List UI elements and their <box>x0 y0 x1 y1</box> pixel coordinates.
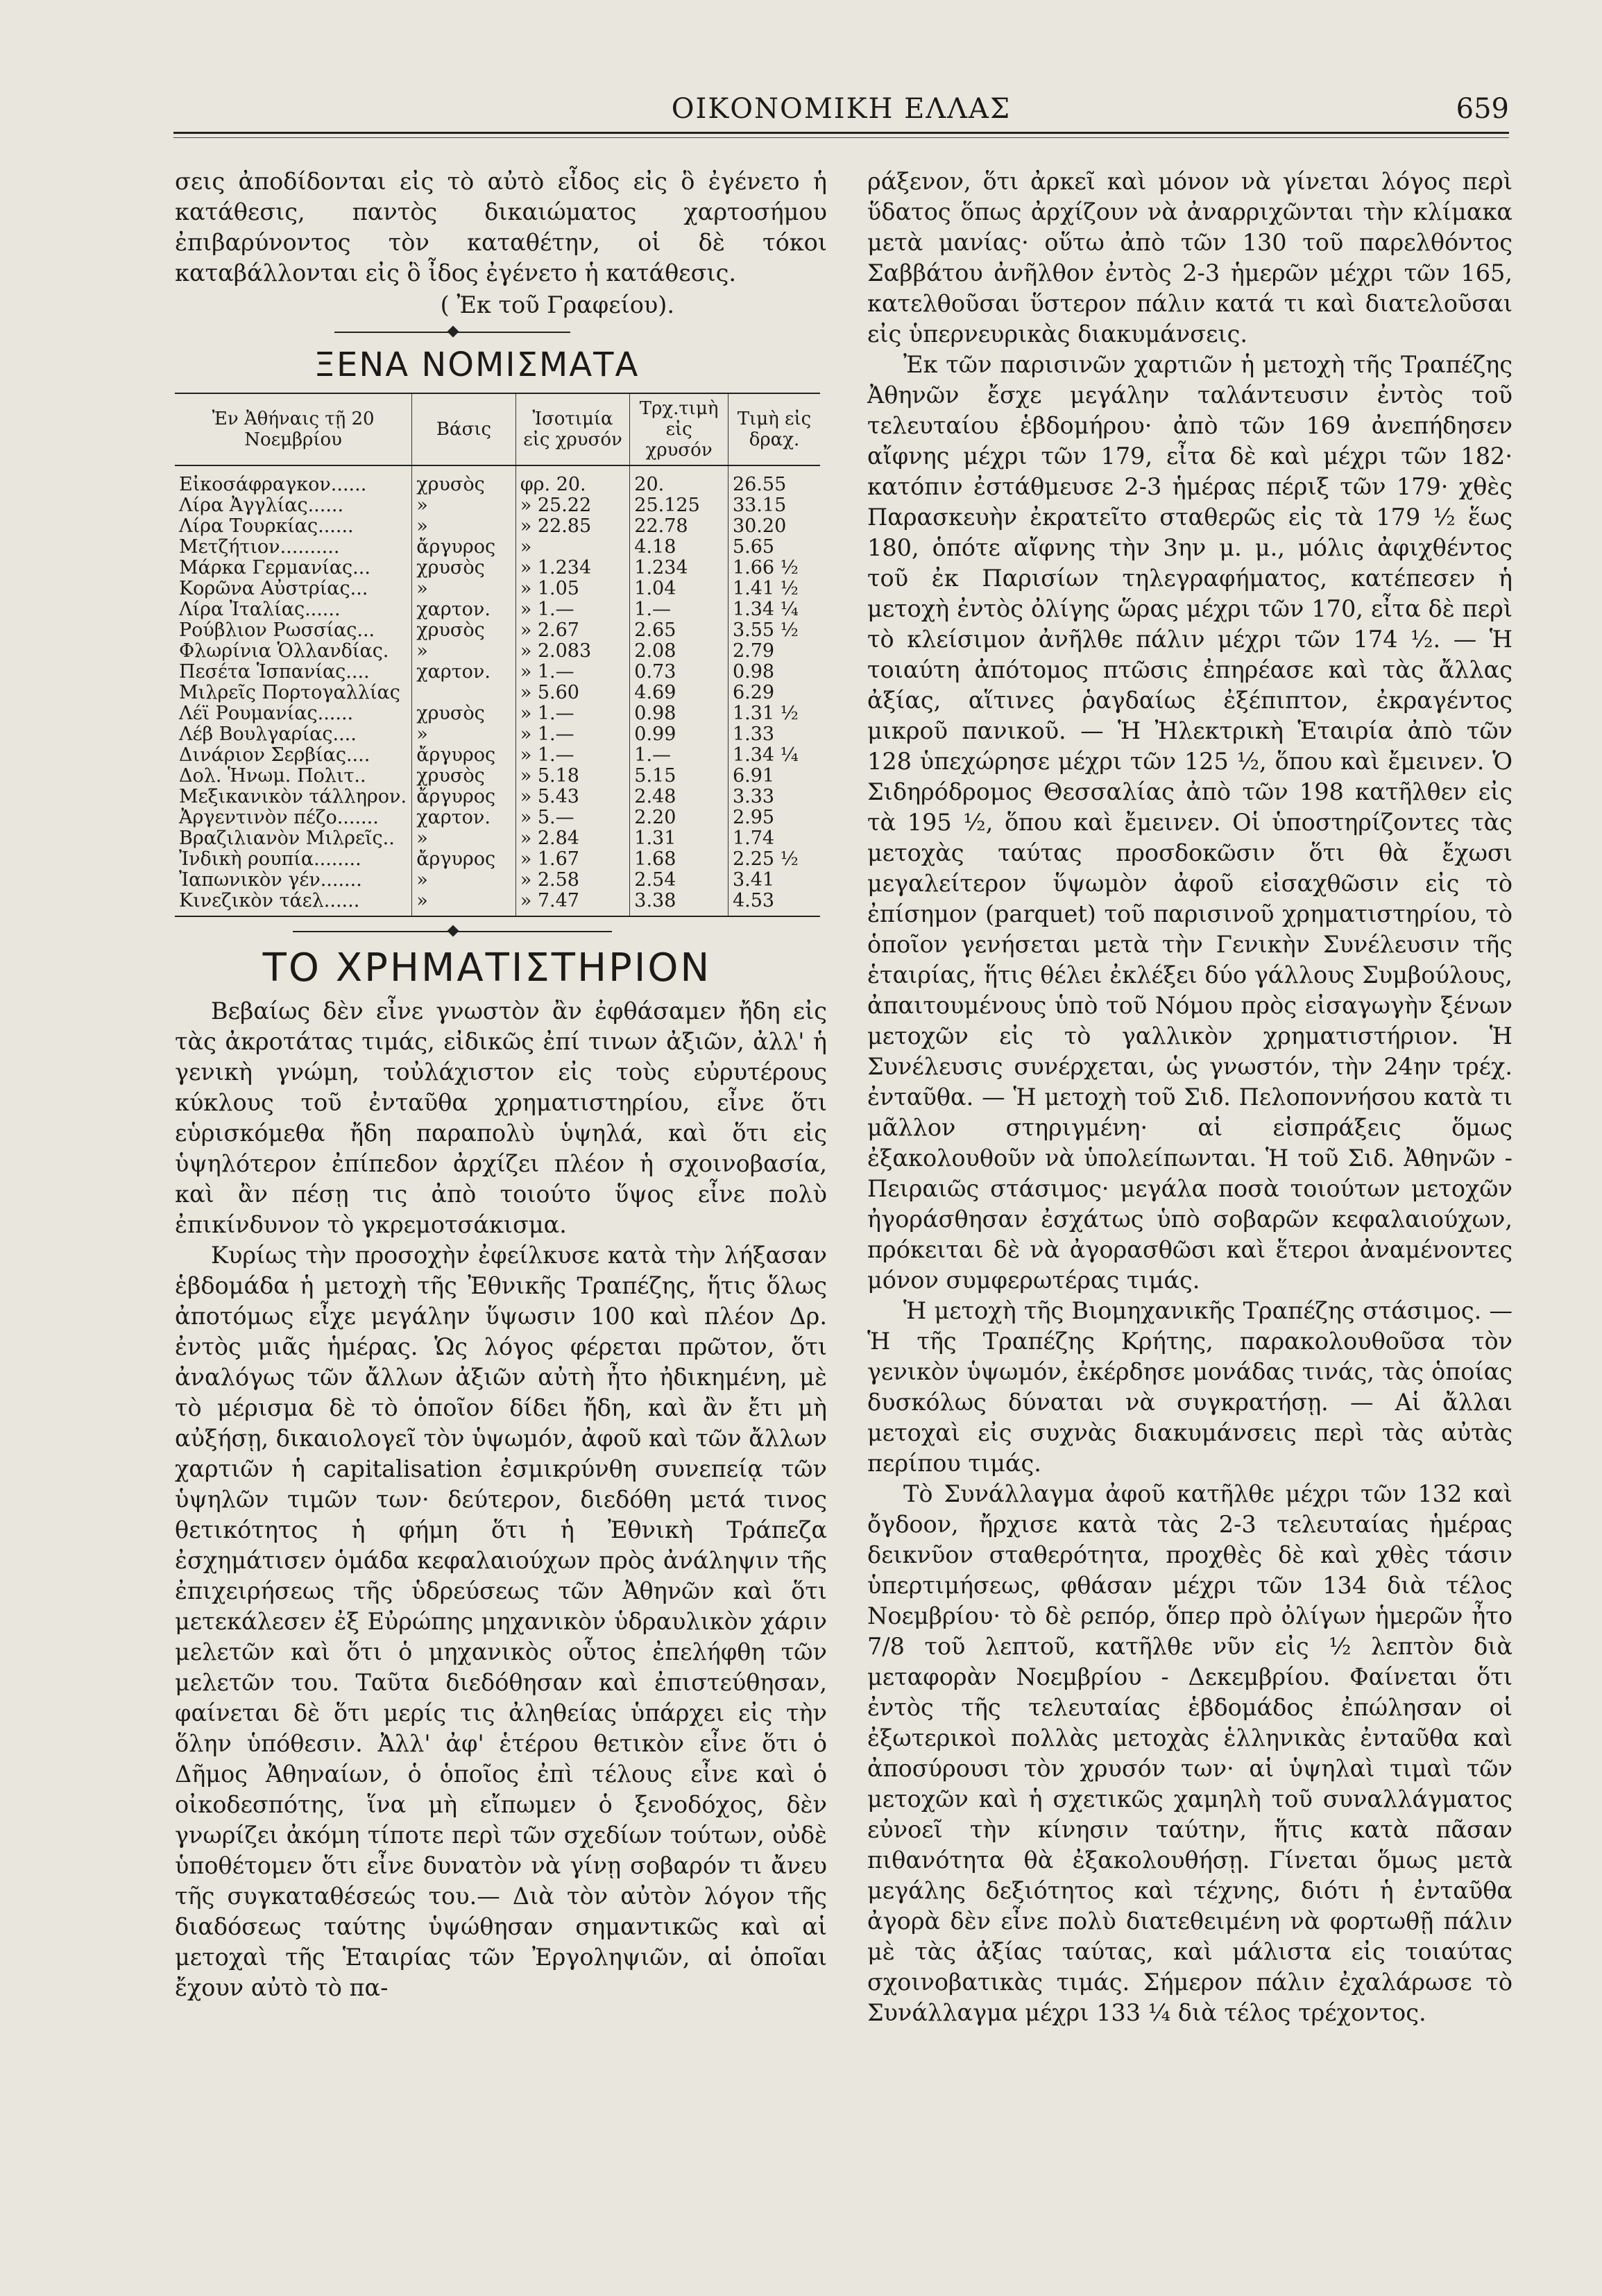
currency-current-price: 20. <box>630 465 728 495</box>
currency-parity: » 2.083 <box>515 641 630 662</box>
currency-current-price: 1.— <box>630 599 728 620</box>
table-row <box>175 870 820 891</box>
currency-drachma-price: 1.33 <box>728 724 820 745</box>
article-paragraph: Ἐκ τῶν παρισινῶν χαρτιῶν ἡ μετοχὴ τῆς Τραπέζης Ἀθηνῶν ἔσχε μεγάλην ταλάντευσιν ἐντὸς τοῦ τελευταίου ἑβδομήρου· ἀπὸ τῶν 169 ἀνεπήδησεν αἴφνης μέχρι τῶν 179, εἶτα δὲ καὶ μέχρι τῶν 182· κατόπιν ἐστάθμευσε 2-3 ἡμέρας πέριξ τῶν 179· χθὲς Παρασκευὴν ἐκρατεῖτο σταθερῶς εἰς τὰ 179 ½ ἕως 180, ὁπότε αἴφνης τὴν 3ην μ. μ., μόλις ἀφιχθέντος τοῦ ἐκ Παρισίων τηλεγραφήματος, κατέπεσεν ἡ μετοχὴ ἐντὸς ὀλίγης ὥρας μέχρι τῶν 170, εἶτα δὲ περὶ τὸ κλείσιμον ἀνῆλθε πάλιν μέχρι τῶν 174 ½. — Ἡ τοιαύτη ἀπότομος πτῶσις ἐπηρέασε καὶ τὰς ἄλλας ἀξίας, αἵτινες ῥαγδαίως ἐξέπιπτον, ἐκραγέντος μικροῦ πανικοῦ. — Ἡ Ἠλεκτρικὴ Ἑταιρία ἀπὸ τῶν 128 ὑπεχώρησε μέχρι τῶν 125 ½, ὅπου καὶ ἔμεινεν. Ὁ Σιδηρόδρομος Θεσσαλίας ἀπὸ τῶν 198 κατῆλθεν εἰς τὰ 195 ½, ὅπου καὶ ἔμεινεν. Οἱ ὑποστηρίζοντες τὰς μετοχὰς ταύτας προσδοκῶσιν ὅτι θὰ ἔχωσι μεγαλείτερον ὕψωμὸν ἀφοῦ εἰσαχθῶσιν εἰς τὸ ἐπίσημον (parquet) τοῦ παρισινοῦ χρηματιστηρίου, τὸ ὁποῖον γενήσεται μετὰ τὴν Γενικὴν Συνέλευσιν τῆς ἑταιρίας, ἥτις θέλει ἐκλέξει δύο γάλλους Συμβούλους, ἀπαιτουμένους ὑπὸ τοῦ Νόμου πρὸς εἰσαγωγὴν ξένων μετοχῶν εἰς τὸ γαλλικὸν χρηματιστήριον. Ἡ Συνέλευσις συνέρχεται, ὡς γνωστόν, τὴν 24ην τρέχ. ἐνταῦθα. — Ἡ μετοχὴ τοῦ Σιδ. Πελοποννήσου κατὰ τι μᾶλλον στηριγμένη· αἱ εἰσπράξεις ὅμως ἐξακολουθοῦν νὰ ὑπολείπωνται. Ἡ τοῦ Σιδ. Ἀθηνῶν - Πειραιῶς στάσιμος· μεγάλα ποσὰ τοιούτων μετοχῶν ἠγοράσθησαν ἐσχάτως ὑπὸ σοβαρῶν κεφαλαιούχων, πρόκειται δὲ νὰ ἀγορασθῶσι καὶ ἕτεροι ἀναμένοντες μόνον συμφερωτέρας τιμάς. <box>867 351 1512 1294</box>
ornament-divider <box>175 325 827 340</box>
section-heading-foreign-currencies: ΞΕΝΑ ΝΟΜΙΣΜΑΤΑ <box>314 345 640 384</box>
table-row <box>175 495 820 516</box>
currency-parity: » 2.67 <box>515 620 630 641</box>
currency-name: Μάρκα Γερμανίας... <box>179 557 370 579</box>
table-row <box>175 662 820 683</box>
currency-parity: » 5.60 <box>515 683 630 703</box>
currency-current-price: 1.234 <box>630 558 728 579</box>
article-paragraph: Κυρίως τὴν προσοχὴν ἐφείλκυσε κατὰ τὴν λήξασαν ἑβδομάδα ἡ μετοχὴ τῆς Ἐθνικῆς Τραπέζης, ἥτις ὅλως ἀποτόμως εἶχε μεγάλην ὕψωσιν 100 καὶ πλέον Δρ. ἐντὸς μιᾶς ἡμέρας. Ὡς λόγος φέρεται πρῶτον, ὅτι ἀναλόγως τῶν ἄλλων ἀξιῶν αὐτὴ ἦτο ἠδικημένη, μὲ τὸ μέρισμα δὲ τὸ ὁποῖον δίδει ἤδη, καὶ ἂν ἔτι μὴ αὐξήσῃ, δικαιολογεῖ τὸν ὑψωμόν, ἀφοῦ καὶ τῶν ἄλλων χαρτιῶν ἡ capitalisation ἐσμικρύνθη συνεπείᾳ τῶν ὑψηλῶν τιμῶν των· δεύτερον, διεδόθη μετά τινος θετικότητος ἡ φήμη ὅτι ἡ Ἐθνικὴ Τράπεζα ἐσχημάτισεν ὁμάδα κεφαλαιούχων πρὸς ἀνάληψιν τῆς ἐπιχειρήσεως τῆς ὑδρεύσεως τῶν Ἀθηνῶν καὶ ὅτι μετεκάλεσεν ἐξ Εὐρώπης μηχανικὸν ὑδραυλικὸν χάριν μελετῶν καὶ ὅτι ὁ μηχανικὸς οὗτος ἐπελήφθη τῶν μελετῶν του. Ταῦτα διεδόθησαν καὶ ἐπιστεύθησαν, φαίνεται δὲ ὅτι μερίς τις ἀληθείας ὑπάρχει εἰς τὴν ὅλην ὑπόθεσιν. Ἀλλ' ἀφ' ἑτέρου θετικὸν εἶνε ὅτι ὁ Δῆμος Ἀθηναίων, ὁ ὁποῖος ἐπὶ τέλους εἶνε καὶ ὁ οἰκοδεσπότης, ἵνα μὴ εἴπωμεν ὁ ξενοδόχος, δὲν γνωρίζει ἀκόμη τίποτε περὶ τῶν σχεδίων τούτων, οὐδὲ ὑποθέτομεν ὅτι εἶνε δυνατὸν νὰ γίνῃ σοβαρόν τι ἄνευ τῆς συγκαταθέσεώς του.— Διὰ τὸν αὐτὸν λόγον τῆς διαδόσεως ταύτης ὑψώθησαν σημαντικῶς καὶ αἱ μετοχαὶ τῆς Ἑταιρίας τῶν Ἐργοληψιῶν, αἱ ὁποῖαι ἔχουν αὐτὸ τὸ πα- <box>175 1242 827 2001</box>
currency-base: » <box>412 641 516 662</box>
currency-name: Λίρα Ἰταλίας...... <box>179 599 341 620</box>
currency-parity: » 1.234 <box>515 558 630 579</box>
currency-base: χαρτον. <box>412 662 516 683</box>
currency-base: χρυσὸς <box>412 703 516 724</box>
currency-base: ἄργυρος <box>412 849 516 870</box>
currency-parity: » 1.— <box>515 662 630 683</box>
currency-parity: » 1.05 <box>515 579 630 599</box>
table-row <box>175 558 820 579</box>
table-row <box>175 703 820 724</box>
currency-current-price: 3.38 <box>630 891 728 916</box>
col-header-base: Βάσις <box>412 393 516 465</box>
table-row <box>175 516 820 537</box>
table-header-row <box>175 393 820 465</box>
currency-base: » <box>412 828 516 849</box>
currency-base: » <box>412 516 516 537</box>
article-paragraph: ράξενον, ὅτι ἀρκεῖ καὶ μόνον νὰ γίνεται λόγος περὶ ὕδατος ὅπως ἀρχίζουν νὰ ἀναρριχῶνται τὴν κλίμακα μετὰ μανίας· οὕτω ἀπὸ τῶν 130 τοῦ παρελθόντος Σαββάτου ἀνῆλθον ἐντὸς 2-3 ἡμερῶν μέχρι τῶν 165, κατελθοῦσαι ὕστερον πάλιν κατά τι καὶ διατελοῦσαι εἰς ὑπερνευρικὰς διακυμάνσεις. <box>867 168 1512 348</box>
currency-drachma-price: 3.33 <box>728 787 820 807</box>
table-row <box>175 849 820 870</box>
currency-parity: » 1.— <box>515 703 630 724</box>
table-row <box>175 599 820 620</box>
currency-name: Πεσέτα Ἱσπανίας.... <box>179 661 370 683</box>
table-row <box>175 537 820 558</box>
table-row <box>175 828 820 849</box>
currency-drachma-price: 2.95 <box>728 807 820 828</box>
currency-base: χρυσὸς <box>412 620 516 641</box>
currency-current-price: 0.98 <box>630 703 728 724</box>
currency-drachma-price: 1.74 <box>728 828 820 849</box>
currency-name: Εἰκοσάφραγκον...... <box>179 474 367 495</box>
currency-current-price: 2.54 <box>630 870 728 891</box>
currency-name: Λίρα Τουρκίας...... <box>179 515 354 537</box>
currency-current-price: 1.68 <box>630 849 728 870</box>
currency-base: ἄργυρος <box>412 745 516 766</box>
table-row <box>175 620 820 641</box>
currency-base: χρυσὸς <box>412 766 516 787</box>
currency-name: Ἰαπωνικὸν γέν....... <box>179 869 362 891</box>
article-paragraph: Τὸ Συνάλλαγμα ἀφοῦ κατῆλθε μέχρι τῶν 132 καὶ ὄγδοον, ἤρχισε κατὰ τὰς 2-3 τελευταίας ἡμέρας δεικνῦον σταθερότητα, προχθὲς δὲ καὶ χθὲς τάσιν ὑπερτιμήσεως, φθάσαν μέχρι τῶν 134 διὰ τέλος Νοεμβρίου· τὸ δὲ ρεπόρ, ὅπερ πρὸ ὀλίγων ἡμερῶν ἦτο 7/8 τοῦ λεπτοῦ, κατῆλθε νῦν εἰς ½ λεπτὸν διὰ μεταφορὰν Νοεμβρίου - Δεκεμβρίου. Φαίνεται ὅτι ἐντὸς τῆς τελευταίας ἑβδομάδος ἐπώλησαν οἱ ἐξωτερικοὶ πολλὰς μετοχὰς ἑλληνικὰς ἐνταῦθα καὶ ἀποσύρουσι τὸν χρυσόν των· αἱ ὑψηλαὶ τιμαὶ τῶν μετοχῶν καὶ ἡ σχετικῶς χαμηλὴ τοῦ συναλλάγματος εὐνοεῖ τὴν κίνησιν ταύτην, ἥτις κατὰ πᾶσαν πιθανότητα θὰ ἐξακολουθήσῃ. Γίνεται ὅμως μετὰ μεγάλης δεξιότητος καὶ τέχνης, διότι ἡ ἐνταῦθα ἀγορὰ δὲν εἶνε πολὺ διατεθειμένη νὰ φορτωθῇ πάλιν μὲ τὰς ἀξίας ταύτας, καὶ μάλιστα εἰς τοιαύτας σχοινοβατικὰς τιμάς. Σήμερον πάλιν ἐχαλάρωσε τὸ Συνάλλαγμα μέχρι 133 ¼ διὰ τέλος τρέχοντος. <box>867 1480 1512 2026</box>
col-header-current-price: Τρχ.τιμὴ εἰς χρυσόν <box>630 393 728 465</box>
currency-drachma-price: 26.55 <box>728 465 820 495</box>
currency-base: ἄργυρος <box>412 787 516 807</box>
left-column <box>175 166 827 2003</box>
currency-drachma-price: 3.55 ½ <box>728 620 820 641</box>
currency-parity: » 5.18 <box>515 766 630 787</box>
currency-parity: » 1.67 <box>515 849 630 870</box>
currency-current-price: 2.08 <box>630 641 728 662</box>
currency-current-price: 1.— <box>630 745 728 766</box>
currency-parity: » 5.— <box>515 807 630 828</box>
currency-drachma-price: 1.66 ½ <box>728 558 820 579</box>
page-number: 659 <box>1456 93 1509 125</box>
right-column <box>867 166 1512 2028</box>
currency-current-price: 0.73 <box>630 662 728 683</box>
currency-drachma-price: 1.41 ½ <box>728 579 820 599</box>
ornament-divider-2 <box>175 924 827 939</box>
header-rule-thin <box>173 137 1509 138</box>
currency-drachma-price: 1.34 ¼ <box>728 599 820 620</box>
currency-drachma-price: 30.20 <box>728 516 820 537</box>
currency-name: Ἰνδικὴ ρουπία........ <box>179 848 361 870</box>
currency-base <box>412 683 516 703</box>
currency-name: Ρούβλιον Ρωσσίας... <box>179 619 375 641</box>
table-row <box>175 891 820 916</box>
currency-name: Δολ. Ἡνωμ. Πολιτ.. <box>179 765 366 787</box>
currency-name: Μιλρεῖς Πορτογαλλίας <box>179 682 400 703</box>
section-heading-stock-exchange: ΤΟ ΧΡΗΜΑΤΙΣΤΗΡΙΟΝ <box>262 945 712 991</box>
col-header-date: Ἐν Ἀθήναις τῇ 20 Νοεμβρίου <box>175 393 412 465</box>
article-paragraph: Βεβαίως δὲν εἶνε γνωστὸν ἂν ἐφθάσαμεν ἤδη εἰς τὰς ἀκροτάτας τιμάς, εἰδικῶς ἐπί τινων ἀξιῶν, ἀλλ' ἡ γενικὴ γνώμη, τοὐλάχιστον εἰς τοὺς εὐρυτέρους κύκλους τοῦ ἐνταῦθα χρηματιστηρίου, εἶνε ὅτι εὑρισκόμεθα ἤδη παραπολὺ ὑψηλά, καὶ ὅτι εἰς ὑψηλότερον ἐπίπεδον ἀρχίζει πλέον ἡ σχοινοβασία, καὶ ἂν πέσῃ τις ἀπὸ τοιούτο ὕψος εἶνε πολὺ ἐπικίνδυνον τὸ γκρεμοτσάκισμα. <box>175 997 827 1238</box>
currency-parity: » 1.— <box>515 724 630 745</box>
currency-base: χρυσὸς <box>412 465 516 495</box>
currency-base: » <box>412 579 516 599</box>
currency-current-price: 1.31 <box>630 828 728 849</box>
currency-name: Ἀργεντινὸν πέζο....... <box>179 807 379 828</box>
currency-parity: φρ. 20. <box>515 465 630 495</box>
article-paragraph: Ἡ μετοχὴ τῆς Βιομηχανικῆς Τραπέζης στάσιμος. — Ἡ τῆς Τραπέζης Κρήτης, παρακολουθοῦσα τὸν γενικὸν ὑψωμόν, ἐκέρδησε μονάδας τινάς, τὰς ὁποίας δυσκόλως δύναται νὰ συγκρατήσῃ. — Αἱ ἄλλαι μετοχαὶ εἰς συχνὰς διακυμάνσεις περὶ τὰς αὐτὰς περίπου τιμάς. <box>867 1297 1512 1477</box>
currency-current-price: 4.18 <box>630 537 728 558</box>
currency-drachma-price: 3.41 <box>728 870 820 891</box>
currency-drachma-price: 4.53 <box>728 891 820 916</box>
currency-parity: » 2.84 <box>515 828 630 849</box>
currency-parity: » 7.47 <box>515 891 630 916</box>
currency-parity: » 5.43 <box>515 787 630 807</box>
currency-name: Λέϊ Ρουμανίας...... <box>179 703 354 724</box>
currency-current-price: 2.65 <box>630 620 728 641</box>
source-note: ( Ἐκ τοῦ Γραφείου). <box>440 291 674 318</box>
table-row <box>175 683 820 703</box>
currency-name: Λίρα Ἀγγλίας...... <box>179 495 344 516</box>
currency-current-price: 4.69 <box>630 683 728 703</box>
currency-base: » <box>412 891 516 916</box>
currency-name: Δινάριον Σερβίας.... <box>179 744 370 766</box>
currency-drachma-price: 6.29 <box>728 683 820 703</box>
table-row <box>175 465 820 495</box>
currency-parity: » 25.22 <box>515 495 630 516</box>
header-rule <box>173 132 1509 134</box>
currency-current-price: 1.04 <box>630 579 728 599</box>
page-header <box>173 89 1509 137</box>
currency-current-price: 22.78 <box>630 516 728 537</box>
currency-current-price: 2.48 <box>630 787 728 807</box>
currency-base: » <box>412 495 516 516</box>
table-row <box>175 807 820 828</box>
currency-base: » <box>412 724 516 745</box>
currency-base: χρυσὸς <box>412 558 516 579</box>
currency-drachma-price: 5.65 <box>728 537 820 558</box>
col-header-drachma-price: Τιμὴ εἰς δραχ. <box>728 393 820 465</box>
currency-parity: » 22.85 <box>515 516 630 537</box>
currency-drachma-price: 0.98 <box>728 662 820 683</box>
currency-name: Λέβ Βουλγαρίας.... <box>179 723 357 745</box>
currency-current-price: 25.125 <box>630 495 728 516</box>
currency-parity: » 1.— <box>515 599 630 620</box>
currency-name: Μετζήτιον.......... <box>179 536 340 558</box>
currency-drachma-price: 1.31 ½ <box>728 703 820 724</box>
currency-drachma-price: 6.91 <box>728 766 820 787</box>
currency-name: Φλωρίνια Ὁλλανδίας. <box>179 640 389 662</box>
table-row <box>175 641 820 662</box>
currency-current-price: 2.20 <box>630 807 728 828</box>
currency-base: » <box>412 870 516 891</box>
intro-paragraph: σεις ἀποδίδονται εἰς τὸ αὐτὸ εἶδος εἰς ὃ ἐγένετο ἡ κατάθεσις, παντὸς δικαιώματος χαρτοσήμου ἐπιβαρύνοντος τὸν καταθέτην, οἱ δὲ τόκοι καταβάλλονται εἰς ὃ ἶδος ἐγένετο ἡ κατάθεσις. <box>175 168 827 286</box>
currency-drachma-price: 2.25 ½ <box>728 849 820 870</box>
table-body <box>175 465 820 916</box>
currency-base: χαρτον. <box>412 599 516 620</box>
currency-base: χαρτον. <box>412 807 516 828</box>
currency-base: ἄργυρος <box>412 537 516 558</box>
currency-parity: » 2.58 <box>515 870 630 891</box>
table-row <box>175 724 820 745</box>
table-row <box>175 579 820 599</box>
currency-parity: » <box>515 537 630 558</box>
table-row <box>175 766 820 787</box>
currency-name: Κορῶνα Αὐστρίας... <box>179 578 368 599</box>
table-row <box>175 745 820 766</box>
currency-drachma-price: 33.15 <box>728 495 820 516</box>
currency-current-price: 5.15 <box>630 766 728 787</box>
currency-table <box>175 393 820 917</box>
running-title: ΟΙΚΟΝΟΜΙΚΗ ΕΛΛΑΣ <box>671 93 1012 125</box>
currency-drachma-price: 2.79 <box>728 641 820 662</box>
table-row <box>175 787 820 807</box>
currency-current-price: 0.99 <box>630 724 728 745</box>
currency-drachma-price: 1.34 ¼ <box>728 745 820 766</box>
currency-name: Κινεζικὸν τάελ...... <box>175 891 412 916</box>
currency-parity: » 1.— <box>515 745 630 766</box>
col-header-parity: Ἰσοτιμία εἰς χρυσόν <box>515 393 630 465</box>
currency-name: Μεξικανικὸν τάλληρον. <box>179 786 407 807</box>
currency-name: Βραζιλιανὸν Μιλρεῖς.. <box>179 828 395 849</box>
